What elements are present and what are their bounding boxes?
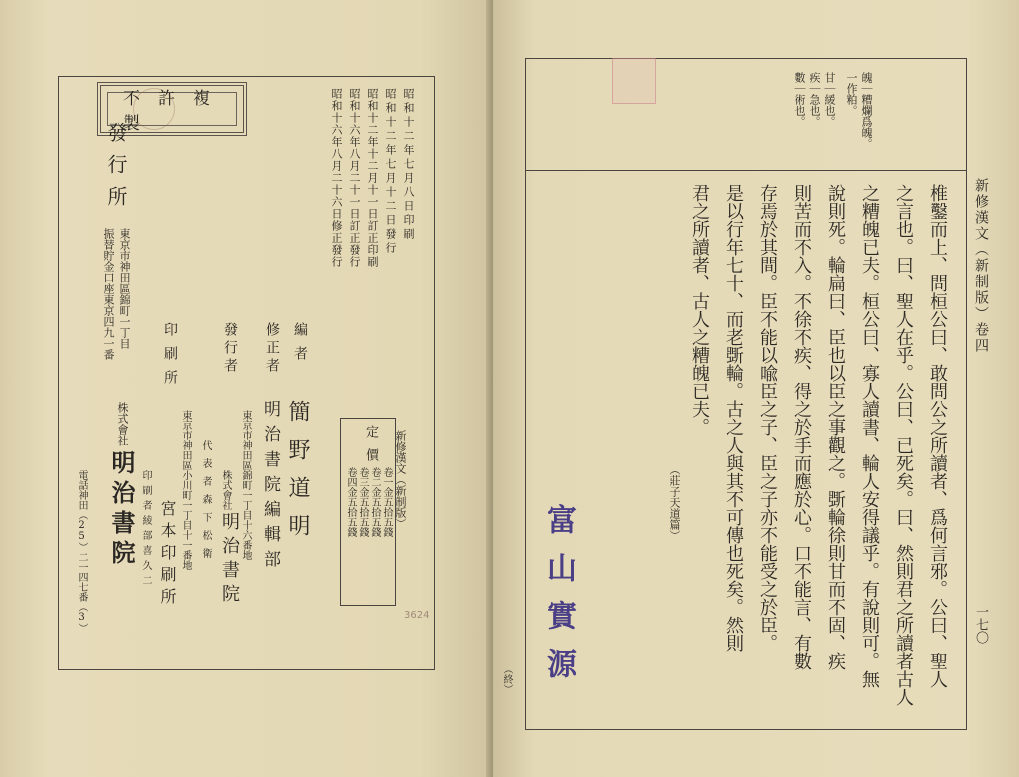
source-citation: （莊子天道篇） xyxy=(668,464,681,541)
note-3: 甘｜緩也。 xyxy=(823,72,836,127)
body-column-7: 是以行年七十、而老斲輪。古之人與其不可傳也死矣。然則 xyxy=(723,184,744,652)
body-column-8: 君之所讀者、古人之糟魄已夫。 xyxy=(689,184,710,436)
book-title: 新修漢文（新制版） xyxy=(394,430,407,529)
body-column-4: 說則死。輪扁曰、臣也以臣之事觀之。斲輪徐則甘而不固、疾 xyxy=(825,184,846,670)
body-column-1: 椎鑿而上、問桓公曰、敢問公之所讀者、爲何言邪。公曰、聖人 xyxy=(927,184,948,688)
note-5: 數｜術也。 xyxy=(793,72,806,127)
print-date-1: 昭和十二年七月八日印刷 xyxy=(402,88,415,242)
note-2: 一作粕。 xyxy=(845,72,858,116)
notes-separator xyxy=(525,170,967,171)
body-column-2: 之言也。曰、聖人在乎。公曰、已死矣。曰、然則君之所讀者古人 xyxy=(893,184,914,706)
note-4: 疾｜急也。 xyxy=(808,72,821,127)
printer-name: 宮本印刷所 xyxy=(158,500,177,610)
issuer-company: 明治書院 xyxy=(107,450,136,570)
owner-name-stamp: 富山實源 xyxy=(541,504,576,696)
running-head: 新修漢文（新制版）卷四 xyxy=(973,178,989,354)
editor-name: 簡野道明 xyxy=(285,400,310,552)
price-vol-4: 卷四金五拾五錢 xyxy=(345,467,356,537)
reviser-name: 明治書院編輯部 xyxy=(260,400,280,575)
pencil-mark: 3624 xyxy=(404,610,430,621)
note-1: 魄｜糟爛爲魄。 xyxy=(860,72,873,149)
price-label: 定價 xyxy=(363,425,378,471)
end-mark: （終） xyxy=(501,664,512,694)
issuer-label: 發行所 xyxy=(104,122,128,218)
body-column-5: 則苦而不入。不徐不疾、得之於手而應於心。口不能言、有數 xyxy=(791,184,812,670)
publisher-label: 發行者 xyxy=(222,322,238,376)
issuer-account: 振替貯金口座東京四九一番 xyxy=(102,228,115,360)
price-vol-1: 卷一金五拾五錢 xyxy=(381,467,392,537)
printer-rep: 印刷者綾部喜久二 xyxy=(140,470,151,590)
reviser-label: 修正者 xyxy=(264,322,280,376)
library-stamp xyxy=(612,58,656,104)
print-date-5: 昭和十六年八月二十六日修正發行 xyxy=(330,88,343,268)
page-number: 一七〇 xyxy=(973,605,988,644)
body-column-6: 存焉於其間。臣不能以喩臣之子、臣之子亦不能受之於臣。 xyxy=(757,184,778,652)
issuer-phone: 電話神田（25）二一四七番（3） xyxy=(76,470,87,633)
colophon-page xyxy=(0,0,493,777)
issuer-address: 東京市神田區錦町一丁目 xyxy=(118,228,131,349)
print-date-4: 昭和十六年八月二十一日訂正發行 xyxy=(348,88,361,268)
issuer-company-prefix: 株式會社 xyxy=(116,402,129,446)
copyright-text: 不許複製 xyxy=(123,89,228,134)
printer-label: 印刷所 xyxy=(162,322,178,394)
price-vol-3: 卷三金五拾五錢 xyxy=(357,467,368,537)
editor-label: 編者 xyxy=(292,322,308,370)
print-date-3: 昭和十二年十二月十一日訂正印刷 xyxy=(366,88,379,268)
body-column-3: 之糟魄已夫。桓公曰、寡人讀書、輪人安得議乎。有說則可。無 xyxy=(859,184,880,688)
publisher-name: 明治書院 xyxy=(219,512,240,608)
price-vol-2: 卷二金五拾五錢 xyxy=(369,467,380,537)
publisher-rep: 代表者森下松衛 xyxy=(200,440,211,566)
publisher-prefix: 株式會社 xyxy=(220,470,231,510)
printer-address: 東京市神田區小川町一丁目十一番地 xyxy=(180,410,191,570)
price-box xyxy=(340,418,396,606)
print-date-2: 昭和十二年七月十二日發行 xyxy=(384,88,397,256)
reviser-address: 東京市神田區錦町一丁目十六番地 xyxy=(240,410,251,560)
